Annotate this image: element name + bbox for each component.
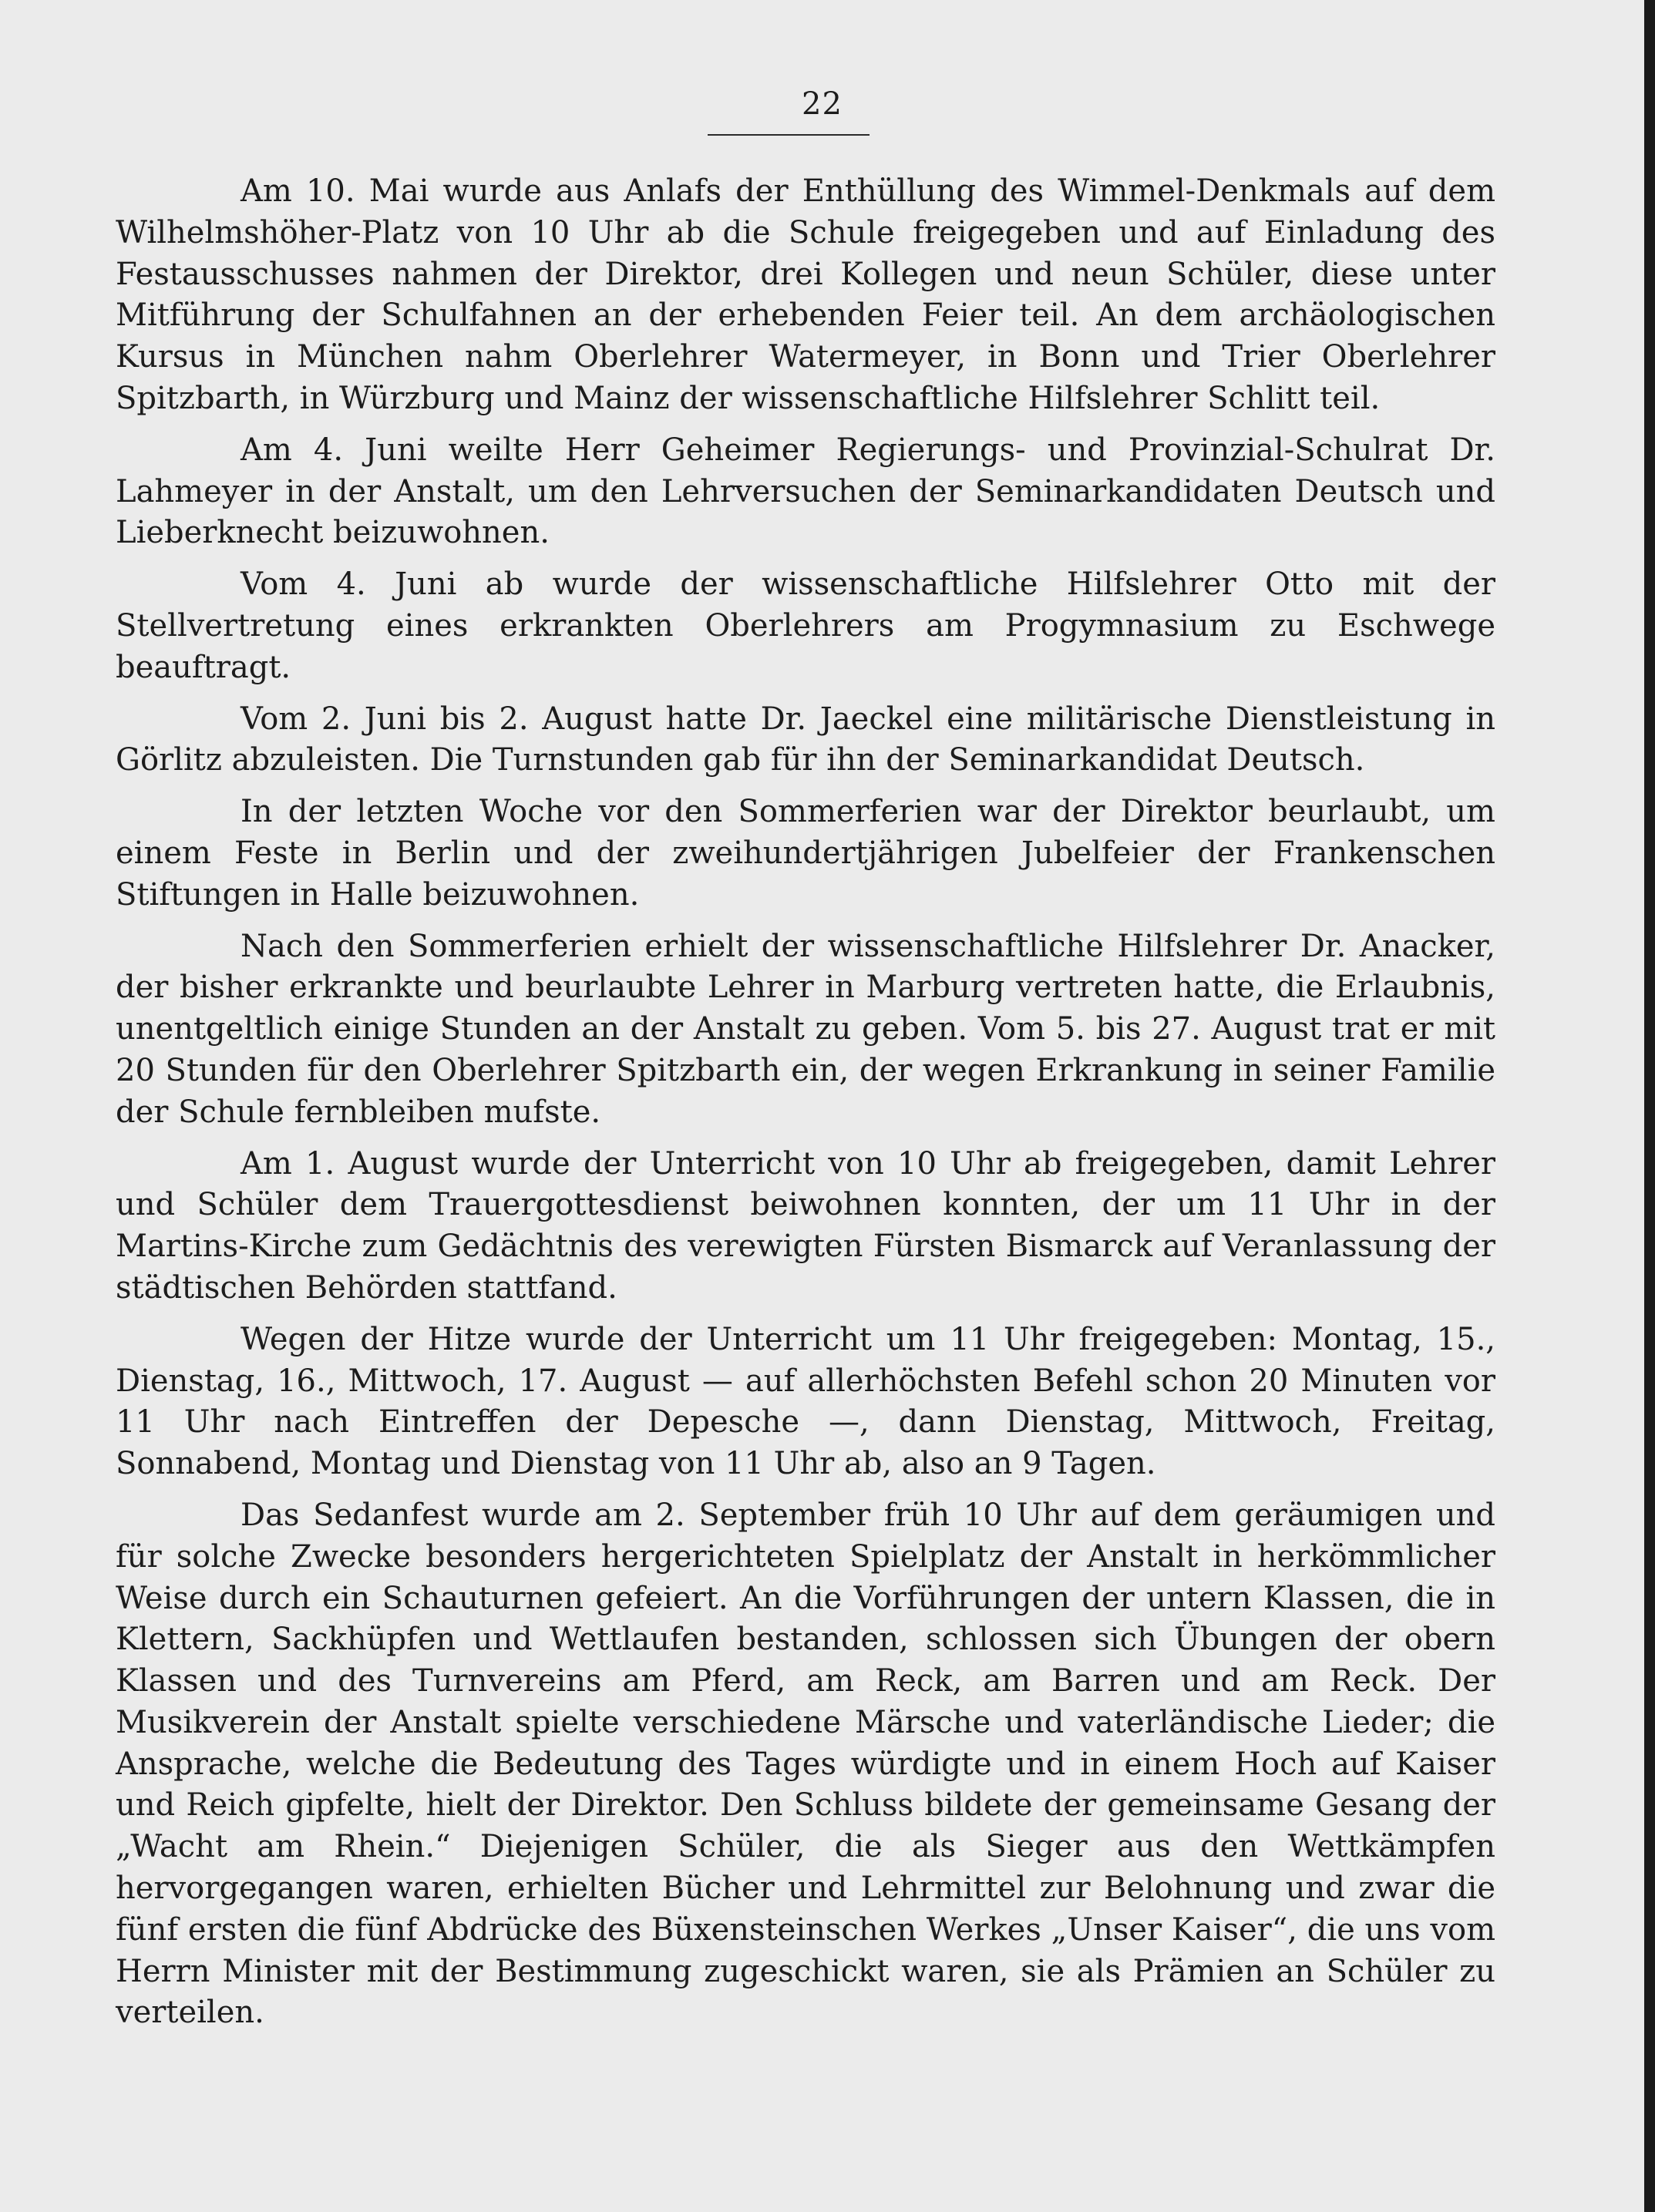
body-text bbox=[116, 171, 1495, 2044]
paragraph-trauergottesdienst: Am 1. August wurde der Unterricht von 10 Uhr ab freigegeben, damit Lehrer und Schüler dem Trauergottesdienst beiwohnen konnten, der um 11 Uhr in der Martins-Kirche zum Gedächtnis des verewigten Fürsten Bismarck auf Veranlassung der städtischen Behörden stattfand. bbox=[116, 1145, 1495, 1306]
scan-edge bbox=[1644, 0, 1655, 2212]
paragraph-hitzefrei: Wegen der Hitze wurde der Unterricht um 11 Uhr freigegeben: Montag, 15., Dienstag, 16., Mittwoch, 17. August — auf allerhöchsten Befehl schon 20 Minuten vor 11 Uhr nach Eintreffen der Depesche —, dann Dienstag, Mittwoch, Freitag, Sonnabend, Montag und Dienstag von 11 Uhr ab, also an 9 Tagen. bbox=[116, 1321, 1495, 1482]
paragraph-schulrat-visit: Am 4. Juni weilte Herr Geheimer Regierungs- und Provinzial-Schulrat Dr. Lahmeyer in der Anstalt, um den Lehrversuchen der Seminarkandidaten Deutsch und Lieberknecht beizuwohnen. bbox=[116, 432, 1495, 551]
paragraph-wimmel-denkmal: Am 10. Mai wurde aus Anlafs der Enthüllung des Wimmel-Denkmals auf dem Wilhelmshöher-Platz von 10 Uhr ab die Schule freigegeben und auf Einladung des Festausschusses nahmen der Direktor, drei Kollegen und neun Schüler, diese unter Mitführung der Schulfahnen an der erhebenden Feier teil. An dem archäologischen Kursus in München nahm Oberlehrer Watermeyer, in Bonn und Trier Oberlehrer Spitzbarth, in Würzburg und Mainz der wissenschaftliche Hilfslehrer Schlitt teil. bbox=[116, 173, 1495, 416]
paragraph-otto-eschwege: Vom 4. Juni ab wurde der wissenschaftliche Hilfslehrer Otto mit der Stellvertretung eines erkrankten Oberlehrers am Progymnasium zu Eschwege beauftragt. bbox=[116, 566, 1495, 685]
paragraph-sedanfest: Das Sedanfest wurde am 2. September früh 10 Uhr auf dem geräumigen und für solche Zwecke besonders hergerichteten Spielplatz der Anstalt in herkömmlicher Weise durch ein Schauturnen gefeiert. An die Vorführungen der untern Klassen, die in Klettern, Sackhüpfen und Wettlaufen bestanden, schlossen sich Übungen der obern Klassen und des Turnvereins am Pferd, am Reck, am Barren und am Reck. Der Musikverein der Anstalt spielte verschiedene Märsche und vaterländische Lieder; die Ansprache, welche die Bedeutung des Tages würdigte und in einem Hoch auf Kaiser und Reich gipfelte, hielt der Direktor. Den Schluss bildete der gemeinsame Gesang der „Wacht am Rhein.“ Diejenigen Schüler, die als Sieger aus den Wettkämpfen hervorgegangen waren, erhielten Bücher und Lehrmittel zur Belohnung und zwar die fünf ersten die fünf Abdrücke des Büxensteinschen Werkes „Unser Kaiser“, die uns vom Herrn Minister mit der Bestimmung zugeschickt waren, sie als Prämien an Schüler zu verteilen. bbox=[116, 1497, 1495, 2031]
paragraph-direktor-beurlaubt: In der letzten Woche vor den Sommerferien war der Direktor beurlaubt, um einem Feste in Berlin und der zweihundertjährigen Jubelfeier der Frankenschen Stiftungen in Halle beizuwohnen. bbox=[116, 794, 1495, 913]
page-number: 22 bbox=[802, 86, 843, 122]
paragraph-anacker: Nach den Sommerferien erhielt der wissenschaftliche Hilfslehrer Dr. Anacker, der bisher erkrankte und beurlaubte Lehrer in Marburg vertreten hatte, die Erlaubnis, unentgeltlich einige Stunden an der Anstalt zu geben. Vom 5. bis 27. August trat er mit 20 Stunden für den Oberlehrer Spitzbarth ein, der wegen Erkrankung in seiner Familie der Schule fernbleiben mufste. bbox=[116, 928, 1495, 1130]
header-rule bbox=[708, 134, 870, 136]
paragraph-jaeckel-dienstleistung: Vom 2. Juni bis 2. August hatte Dr. Jaeckel eine militärische Dienstleistung in Görlitz abzuleisten. Die Turnstunden gab für ihn der Seminarkandidat Deutsch. bbox=[116, 701, 1495, 778]
